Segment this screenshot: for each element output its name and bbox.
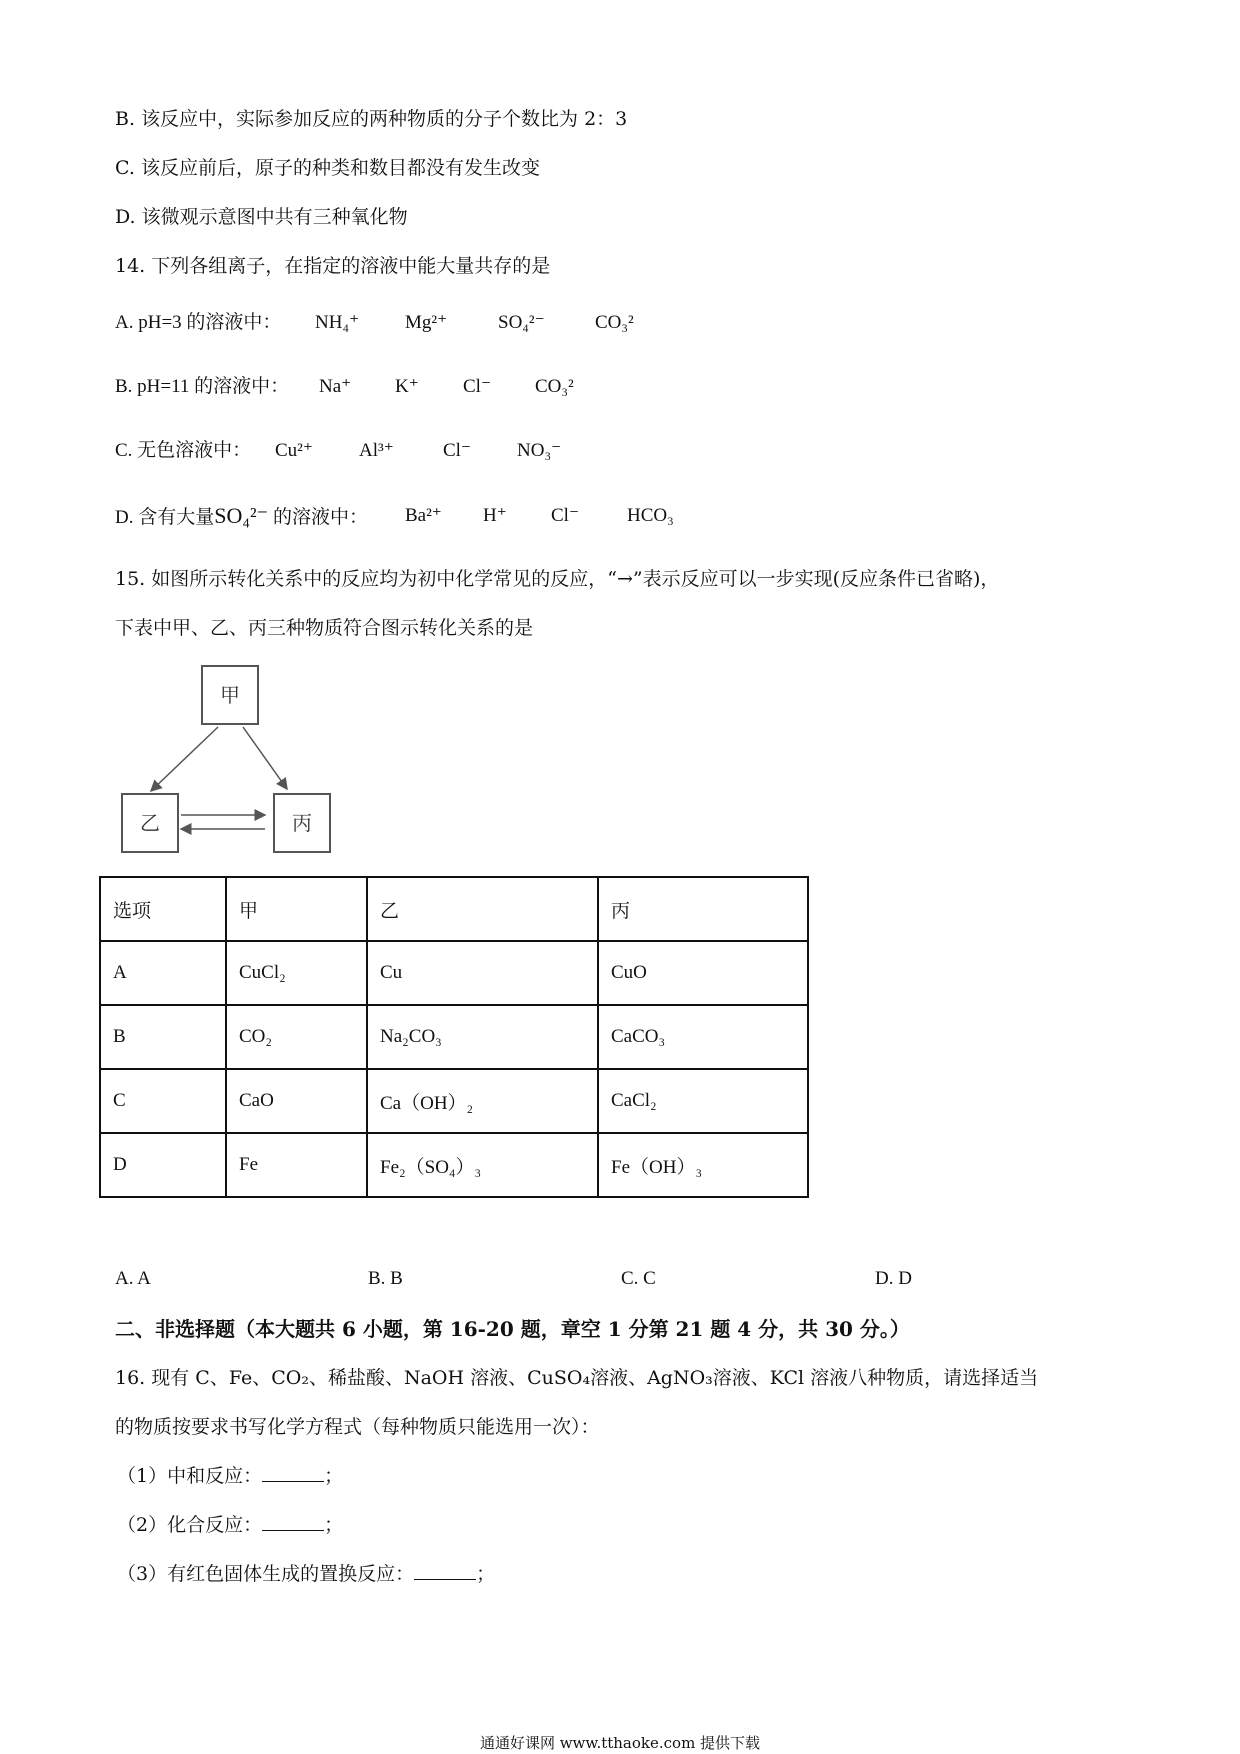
ion: K⁺ — [395, 376, 419, 397]
ion: H⁺ — [483, 505, 507, 526]
ion: CO₃² — [595, 312, 634, 333]
ion-so4: SO₄²⁻ — [214, 503, 269, 528]
semicolon: ； — [476, 1563, 496, 1585]
q14-option-c — [115, 438, 562, 464]
answer-option-d[interactable]: D. D — [875, 1268, 912, 1289]
answer-option-a[interactable]: A. A — [115, 1268, 151, 1289]
options-table — [99, 876, 809, 1198]
q16-stem-line1: 16. 现有 C、Fe、CO₂、稀盐酸、NaOH 溶液、CuSO₄溶液、AgNO₃溶液、KCl 溶液八种物质，请选择适当 — [115, 1367, 1039, 1389]
ion: Cl⁻ — [463, 376, 491, 397]
q16-part1-label: （1）中和反应： — [117, 1465, 263, 1487]
q14-option-d — [115, 503, 674, 531]
q15-stem-line2: 下表中甲、乙、丙三种物质符合图示转化关系的是 — [115, 617, 534, 639]
table-cell: Cu — [367, 941, 598, 1005]
q14-option-d-mid: 的溶液中： — [268, 507, 369, 528]
ion: Cl⁻ — [443, 440, 471, 461]
answer-blank[interactable] — [262, 1463, 324, 1482]
q13-option-c: C. 该反应前后，原子的种类和数目都没有发生改变 — [115, 157, 540, 179]
table-cell: A — [100, 941, 226, 1005]
box-jia: 甲 — [201, 665, 259, 725]
ion: CO₃² — [535, 376, 574, 397]
answer-blank[interactable] — [414, 1561, 476, 1580]
table-cell: C — [100, 1069, 226, 1133]
q16-stem-line2: 的物质按要求书写化学方程式（每种物质只能选用一次）： — [115, 1416, 600, 1438]
table-cell: CO₂ — [226, 1005, 367, 1069]
box-yi: 乙 — [121, 793, 179, 853]
ion: Ba²⁺ — [405, 505, 442, 526]
ion: Na⁺ — [319, 376, 352, 397]
header-cell: 选项 — [100, 877, 226, 941]
header-cell: 丙 — [598, 877, 808, 941]
q13-option-d: D. 该微观示意图中共有三种氧化物 — [115, 206, 408, 228]
semicolon: ； — [324, 1465, 344, 1487]
ion: Mg²⁺ — [405, 312, 448, 333]
table-row — [100, 1133, 808, 1197]
q13-option-b: B. 该反应中，实际参加反应的两种物质的分子个数比为 2：3 — [115, 108, 628, 130]
ion: SO₄²⁻ — [498, 312, 545, 333]
q14-option-d-prefix: D. 含有大量 — [115, 507, 215, 528]
table-cell: D — [100, 1133, 226, 1197]
table-cell: CaO — [226, 1069, 367, 1133]
ion: NO₃⁻ — [517, 440, 562, 461]
header-cell: 乙 — [367, 877, 598, 941]
q14-option-a-prefix: A. pH=3 的溶液中： — [115, 312, 282, 333]
q14-option-c-prefix: C. 无色溶液中： — [115, 440, 252, 461]
ion: HCO₃ — [627, 505, 674, 526]
answer-option-b[interactable]: B. B — [368, 1268, 403, 1289]
q16-part3 — [117, 1561, 495, 1587]
ion: Cl⁻ — [551, 505, 579, 526]
arrow-jia-to-bing — [243, 727, 287, 789]
q16-part2-label: （2）化合反应： — [117, 1514, 263, 1536]
table-cell: Ca（OH）₂ — [367, 1069, 598, 1133]
table-cell: Fe₂（SO₄）₃ — [367, 1133, 598, 1197]
q16-part1 — [117, 1463, 343, 1489]
q16-part2 — [117, 1512, 343, 1538]
page-footer: 通通好课网 www.tthaoke.com 提供下载 — [479, 1734, 761, 1752]
q14-option-a — [115, 310, 634, 336]
table-cell: CuO — [598, 941, 808, 1005]
table-cell: CaCO₃ — [598, 1005, 808, 1069]
q14-option-b-prefix: B. pH=11 的溶液中： — [115, 376, 290, 397]
table-cell: Fe — [226, 1133, 367, 1197]
table-header-row — [100, 877, 808, 941]
table-cell: B — [100, 1005, 226, 1069]
arrow-jia-to-yi — [151, 727, 218, 791]
ion: Cu²⁺ — [275, 440, 313, 461]
section-heading: 二、非选择题（本大题共 6 小题，第 16-20 题，章空 1 分第 21 题 4 分，共 30 分。） — [115, 1317, 910, 1341]
q14-option-b — [115, 374, 574, 400]
q14-stem: 14. 下列各组离子，在指定的溶液中能大量共存的是 — [115, 255, 551, 277]
table-row — [100, 1005, 808, 1069]
q15-stem-line1: 15. 如图所示转化关系中的反应均为初中化学常见的反应，“→”表示反应可以一步实现(反应条件已省略)， — [115, 568, 1000, 590]
ion: NH₄⁺ — [315, 312, 360, 333]
ion: Al³⁺ — [359, 440, 394, 461]
table-cell: CaCl₂ — [598, 1069, 808, 1133]
table-row — [100, 1069, 808, 1133]
header-cell: 甲 — [226, 877, 367, 941]
table-cell: Fe（OH）₃ — [598, 1133, 808, 1197]
semicolon: ； — [324, 1514, 344, 1536]
table-cell: Na₂CO₃ — [367, 1005, 598, 1069]
table-cell: CuCl₂ — [226, 941, 367, 1005]
conversion-diagram — [115, 665, 355, 865]
answer-option-c[interactable]: C. C — [621, 1268, 656, 1289]
answer-blank[interactable] — [262, 1512, 324, 1531]
q16-part3-label: （3）有红色固体生成的置换反应： — [117, 1563, 415, 1585]
box-bing: 丙 — [273, 793, 331, 853]
table-row — [100, 941, 808, 1005]
